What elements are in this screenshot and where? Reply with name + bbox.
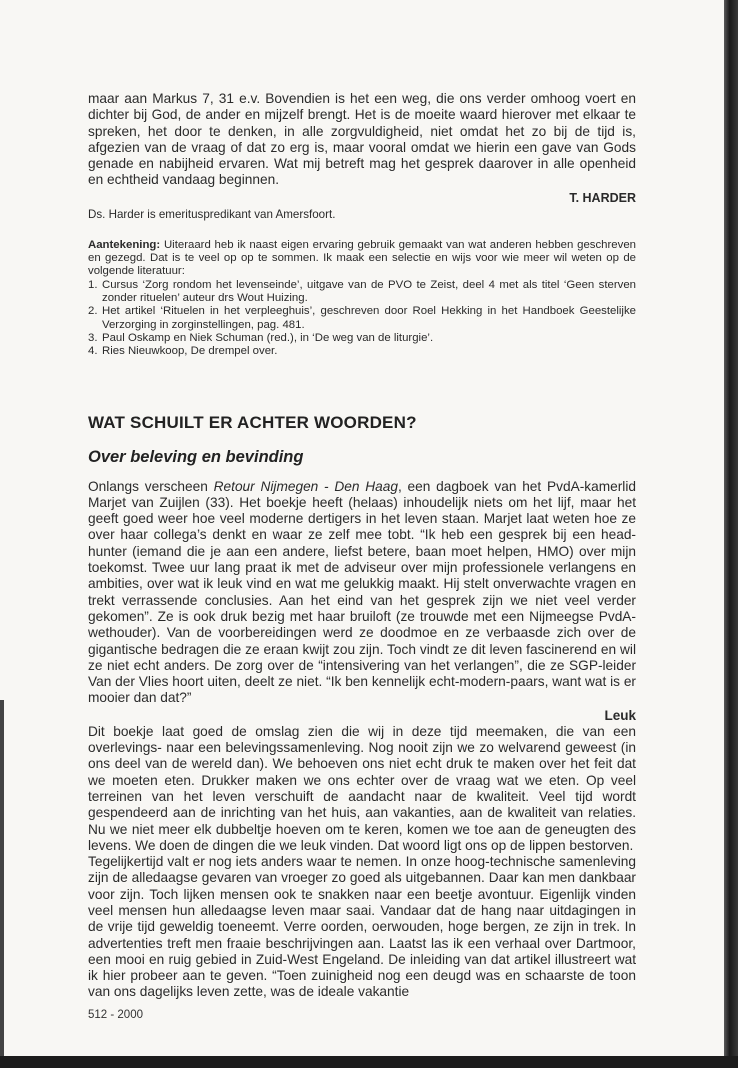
- section-heading: Leuk: [604, 707, 636, 723]
- article-paragraph-1: [88, 479, 636, 707]
- reference-text: Het artikel ‘Rituelen in het verpleeghuis’, geschreven door Roel Hekking in het Handboek Geestelijke Verzorging in zorginstellingen, pag. 481.: [102, 305, 636, 331]
- reference-text: Paul Oskamp en Niek Schuman (red.), in ‘De weg van de liturgie’.: [102, 331, 434, 344]
- scan-edge-right: [724, 0, 738, 1068]
- paragraph-text: , een dagboek van het PvdA-kamerlid Marjet van Zuijlen (33). Het boekje heeft (helaas) inhoudelijk niets om het lijf, maar het geeft goed weer hoe veel moderne dertigers in het leven staan. Marjet laat weten hoe ze over haar collega’s denkt en waar ze zelf mee tobt. “Ik heb een gesprek bij een head-hunter (iemand die je aan een andere, liefst betere, baan moet helpen, HMO) over mijn toekomst. Twee uur lang praat ik met de adviseur over mijn professionele verlangens en ambities, over wat ik leuk vind en wat me gelukkig maakt. Hij stelt onverwachte vragen en trekt verrassende conclusies. Aan het eind van het gesprek zijn we niet veel verder gekomen”. Ze is ook druk bezig met haar bruiloft (ze trouwde met een Nijmeegse PvdA-wethouder). Van de voorbereidingen werd ze doodmoe en ze verbaasde zich over de gigantische bedragen die ze eraan kwijt zou zijn. Toch vindt ze dit leven fascinerend en wil ze niet echt anders. De zorg over de “intensivering van het verlangen”, die ze SGP-leider Van der Vlies hoort uiten, deelt ze niet. “Ik ben kennelijk echt-modern-paars, want wat is er mooier dan dat?”: [88, 478, 636, 706]
- reference-number: 4.: [88, 345, 98, 358]
- author-note: Ds. Harder is emerituspredikant van Amersfoort.: [88, 207, 336, 221]
- intro-paragraph: maar aan Markus 7, 31 e.v. Bovendien is het een weg, die ons verder omhoog voert en dichter bij God, de ander en mijzelf brengt. Het is de moeite waard hierover met elkaar te spreken, het door te denken, in alle zorgvuldigheid, niet omdat het zo bij de tijd is, afgezien van de vraag of dat zo erg is, maar vooral omdat we hierin een gave van Gods genade en nabijheid ervaren. Wat mij betreft mag het gesprek daarover in alle openheid en echtheid vandaag beginnen.: [88, 91, 636, 188]
- book-title: Retour Nijmegen - Den Haag: [213, 478, 398, 494]
- reference-number: 2.: [88, 305, 98, 318]
- reference-text: Ries Nieuwkoop, De drempel over.: [102, 345, 278, 358]
- article-paragraph-2: Dit boekje laat goed de omslag zien die wij in deze tijd meemaken, die van een overlevings- naar een belevingssamenleving. Nog nooit zijn we zo welvarend geweest (in ons deel van de wereld dan). We behoeven ons niet echt druk te maken over het feit dat we moeten eten. Drukker maken we ons echter over de vraag wat we eten. Op veel terreinen van het leven verschuift de aandacht naar de kwaliteit. Veel tijd wordt gespendeerd aan de inrichting van het huis, aan vakanties, aan de kwaliteit van relaties. Nu we niet meer elk dubbeltje hoeven om te keren, komen we toe aan de geneugten des levens. We doen de dingen die we leuk vinden. Dat woord ligt ons op de lippen bestorven.: [88, 723, 636, 853]
- paragraph-text: Onlangs verscheen: [88, 478, 214, 494]
- reference-number: 3.: [88, 331, 98, 344]
- annotation-label: Aantekening:: [88, 238, 161, 251]
- signature: T. HARDER: [569, 190, 636, 205]
- reference-item: [88, 278, 636, 306]
- article-title: WAT SCHUILT ER ACHTER WOORDEN?: [88, 413, 417, 433]
- reference-list: [88, 279, 636, 359]
- reference-text: Cursus ‘Zorg rondom het levenseinde’, uitgave van de PVO te Zeist, deel 4 met als titel ‘Geen sterven zonder rituelen’ auteur drs Wout Huizing.: [102, 278, 636, 304]
- reference-item: [88, 345, 636, 358]
- reference-item: [88, 305, 636, 332]
- annotation-text: Uiteraard heb ik naast eigen ervaring gebruik gemaakt van wat anderen hebben geschreven en gezegd. Dat is te veel op op te sommen. Ik maak een selectie en wijs voor wie meer wil weten op de volgende literatuur:: [88, 238, 637, 278]
- page-number: 512 - 2000: [88, 1009, 143, 1021]
- annotation: [88, 239, 636, 279]
- scan-edge-left: [0, 700, 4, 1056]
- page-content: [88, 91, 636, 1001]
- reference-number: 1.: [88, 278, 98, 291]
- reference-item: [88, 331, 636, 345]
- article-paragraph-3: Tegelijkertijd valt er nog iets anders waar te nemen. In onze hoog-technische samenleving zijn de alledaagse gevaren van vroeger zo goed als uitgebannen. Daar kan men dankbaar voor zijn. Toch lijken mensen ook te snakken naar een beetje avontuur. Eigenlijk vinden veel mensen hun alledaagse leven maar saai. Vandaar dat de hang naar uitdagingen in de vrije tijd geweldig toeneemt. Verre oorden, oerwouden, hoge bergen, ze zijn in trek. In advertenties treft men fraaie beschrijvingen aan. Laatst las ik een verhaal over Dartmoor, een mooi en ruig gebied in Zuid-West Engeland. De inleiding van dat artikel illustreert wat ik hier probeer aan te geven. “Toen zuinigheid nog een deugd was en schaarste de toon van ons dagelijks leven zette, was de ideale vakantie: [88, 854, 636, 1000]
- scan-edge-bottom: [0, 1056, 738, 1068]
- article-subtitle: Over beleving en bevinding: [88, 447, 304, 466]
